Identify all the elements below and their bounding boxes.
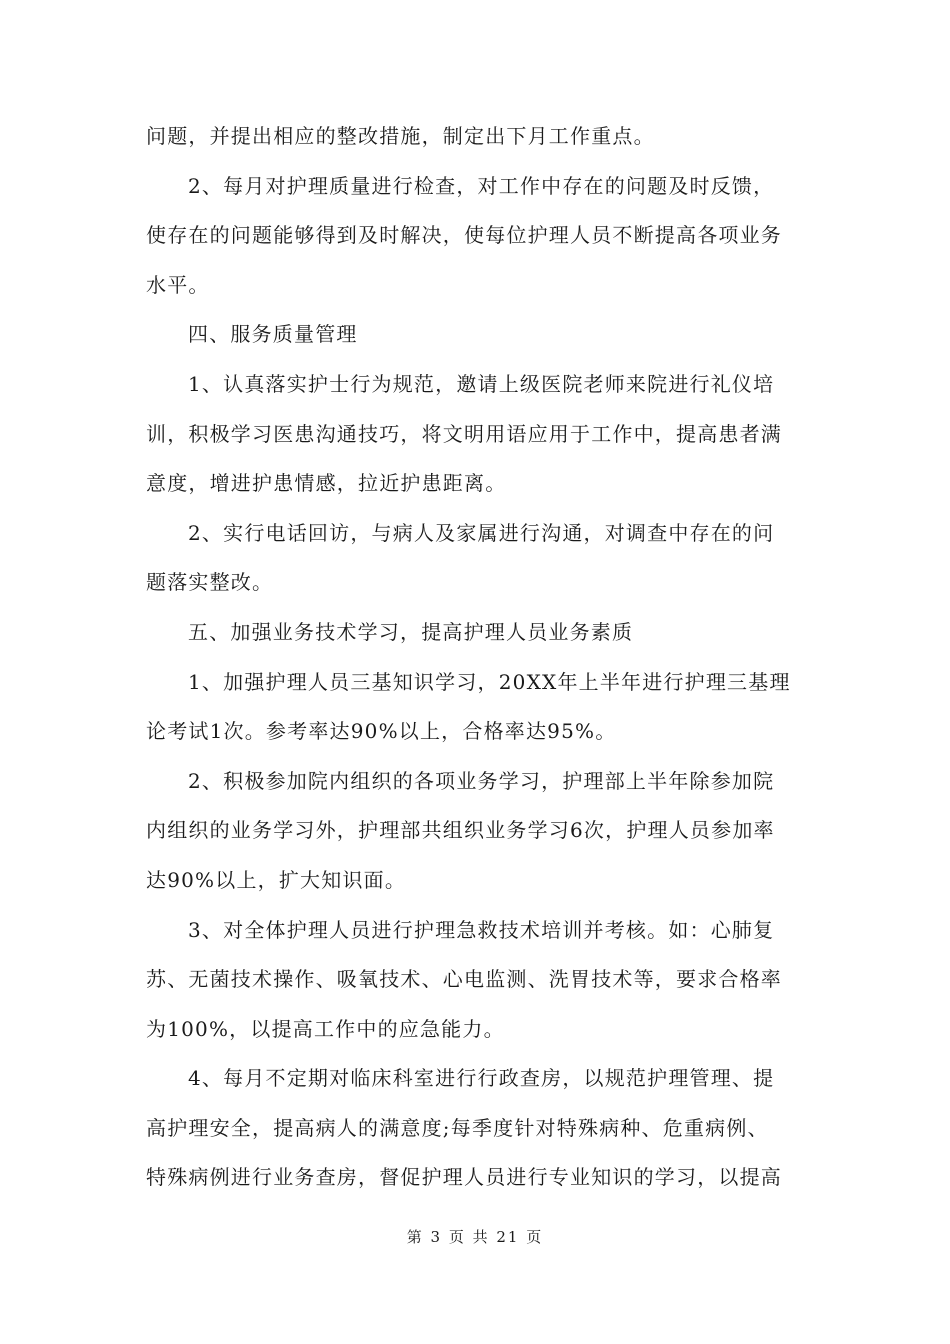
text-line: 苏、无菌技术操作、吸氧技术、心电监测、洗胃技术等，要求合格率: [146, 967, 782, 992]
text-line: 达90%以上，扩大知识面。: [146, 867, 407, 892]
text-line: 问题，并提出相应的整改措施，制定出下月工作重点。: [146, 124, 655, 148]
text-line: 题落实整改。: [146, 570, 274, 595]
text-line: 1、加强护理人员三基知识学习，20XX年上半年进行护理三基理: [188, 669, 791, 694]
text-line: 2、实行电话回访，与病人及家属进行沟通，对调查中存在的问: [188, 520, 775, 545]
text-line: 论考试1次。参考率达90%以上，合格率达95%。: [146, 719, 617, 744]
text-line: 1、认真落实护士行为规范，邀请上级医院老师来院进行礼仪培: [188, 371, 775, 396]
text-line: 2、每月对护理质量进行检查，对工作中存在的问题及时反馈，: [188, 173, 775, 198]
section-heading: 四、服务质量管理: [188, 322, 358, 347]
text-line: 内组织的业务学习外，护理部共组织业务学习6次，护理人员参加率: [146, 818, 775, 843]
text-line: 训，积极学习医患沟通技巧，将文明用语应用于工作中，提高患者满: [146, 421, 782, 446]
text-line: 意度，增进护患情感，拉近护患距离。: [146, 471, 507, 496]
text-line: 3、对全体护理人员进行护理急救技术培训并考核。如：心肺复: [188, 917, 775, 942]
text-line: 特殊病例进行业务查房，督促护理人员进行专业知识的学习，以提高: [146, 1165, 782, 1190]
text-line: 水平。: [146, 272, 210, 297]
text-line: 高护理安全，提高病人的满意度;每季度针对特殊病种、危重病例、: [146, 1115, 769, 1140]
section-heading: 五、加强业务技术学习，提高护理人员业务素质: [188, 619, 634, 644]
page-number-footer: 第 3 页 共 21 页: [406, 1228, 544, 1246]
body-text: [146, 112, 806, 1203]
text-line: 2、积极参加院内组织的各项业务学习，护理部上半年除参加院: [188, 768, 775, 793]
text-line: 使存在的问题能够得到及时解决，使每位护理人员不断提高各项业务: [146, 223, 782, 248]
text-line: 为100%，以提高工作中的应急能力。: [146, 1016, 505, 1041]
text-line: 4、每月不定期对临床科室进行行政查房，以规范护理管理、提: [188, 1066, 775, 1091]
